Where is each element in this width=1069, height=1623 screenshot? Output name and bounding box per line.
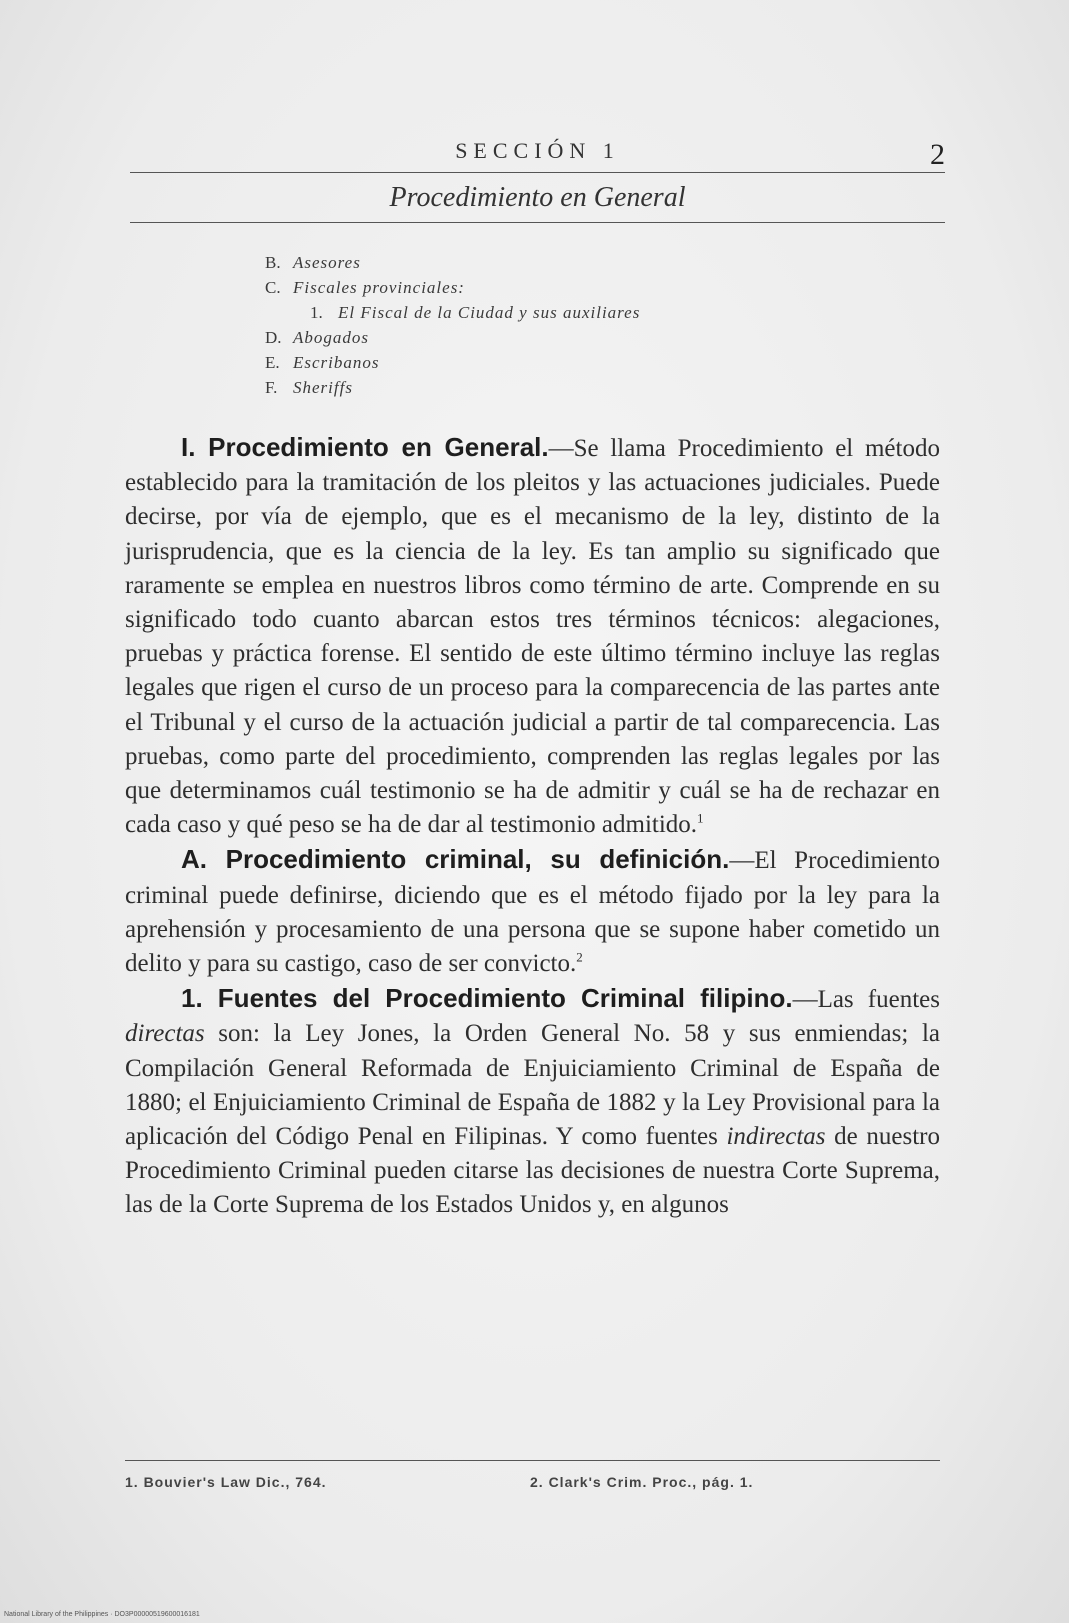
outline-item: D. Abogados <box>265 328 369 347</box>
running-header <box>130 130 945 170</box>
outline-subitem: 1. El Fiscal de la Ciudad y sus auxiliares <box>310 303 641 322</box>
body-text <box>125 430 940 1223</box>
paragraph-procedimiento-criminal: A. Procedimiento criminal, su definición.—El Procedimiento criminal puede definirse, diciendo que es el método fijado por la ley para la aprehensión y procesamiento de una persona que se supone haber cometido un delito y para su castigo, caso de ser convicto.$^2$ <box>125 844 940 978</box>
outline-item: F. Sheriffs <box>265 378 353 397</box>
outline-item: C. Fiscales provinciales: <box>265 278 465 297</box>
footnote-1: 1. Bouvier's Law Dic., 764. <box>125 1474 327 1490</box>
footnote-2: 2. Clark's Crim. Proc., pág. 1. <box>530 1474 754 1490</box>
paragraph-fuentes: 1. Fuentes del Procedimiento Criminal filipino.—Las fuentes directas son: la Ley Jones, la Orden General No. 58 y sus enmiendas; la Compilación General Reformada de Enjuiciamiento Criminal de España de 1880; el Enjuiciamiento Criminal de España de 1882 y la Ley Provisional para la aplicación del Código Penal en Filipinas. Y como fuentes indirectas de nuestro Procedimiento Criminal pueden citarse las decisiones de nuestra Corte Suprema, las de la Corte Suprema de los Estados Unidos y, en algunos <box>125 983 940 1219</box>
section-outline <box>265 250 915 400</box>
footnotes <box>125 1460 940 1501</box>
page-number: 2 <box>930 138 945 171</box>
paragraph-heading: I. Procedimiento en General. <box>181 432 549 462</box>
page-subtitle: Procedimiento en General <box>389 182 686 213</box>
section-label: SECCIÓN 1 <box>455 138 620 163</box>
outline-item: E. Escribanos <box>265 353 380 372</box>
footnote-ref: 2 <box>576 949 583 965</box>
outline-item: B. Asesores <box>265 253 361 272</box>
header-rule-top <box>130 172 945 173</box>
paragraph-heading: 1. Fuentes del Procedimiento Criminal filipino. <box>181 983 793 1014</box>
header-rule-bottom <box>130 222 945 223</box>
footnote-ref: 1 <box>697 810 704 826</box>
paragraph-heading: A. Procedimiento criminal, su definición. <box>181 844 730 875</box>
library-watermark: National Library of the Philippines · DO3P00000519600016181 <box>4 1611 200 1618</box>
paragraph-procedimiento-general: I. Procedimiento en General.—Se llama Procedimiento el método establecido para la tramitación de los pleitos y las actuaciones judiciales. Puede decirse, por vía de ejemplo, que es el mecanismo de la ley, distinto de la jurisprudencia, que es la ciencia de la ley. Es tan amplio su significado que raramente se emplea en nuestros libros como término de arte. Comprende en su significado todo cuanto abarcan estos tres términos técnicos: alegaciones, pruebas y práctica forense. El sentido de este último término incluye las reglas legales que rigen el curso de un proceso para la comparecencia de las partes ante el Tribunal y el curso de la actuación judicial a partir de tal comparecencia. Las pruebas, como parte del procedimiento, comprenden las reglas legales por las que determinamos cuál testimonio se ha de admitir y cuál se ha de rechazar en cada caso y qué peso se ha de dar al testimonio admitido.$^1$ <box>125 432 940 839</box>
